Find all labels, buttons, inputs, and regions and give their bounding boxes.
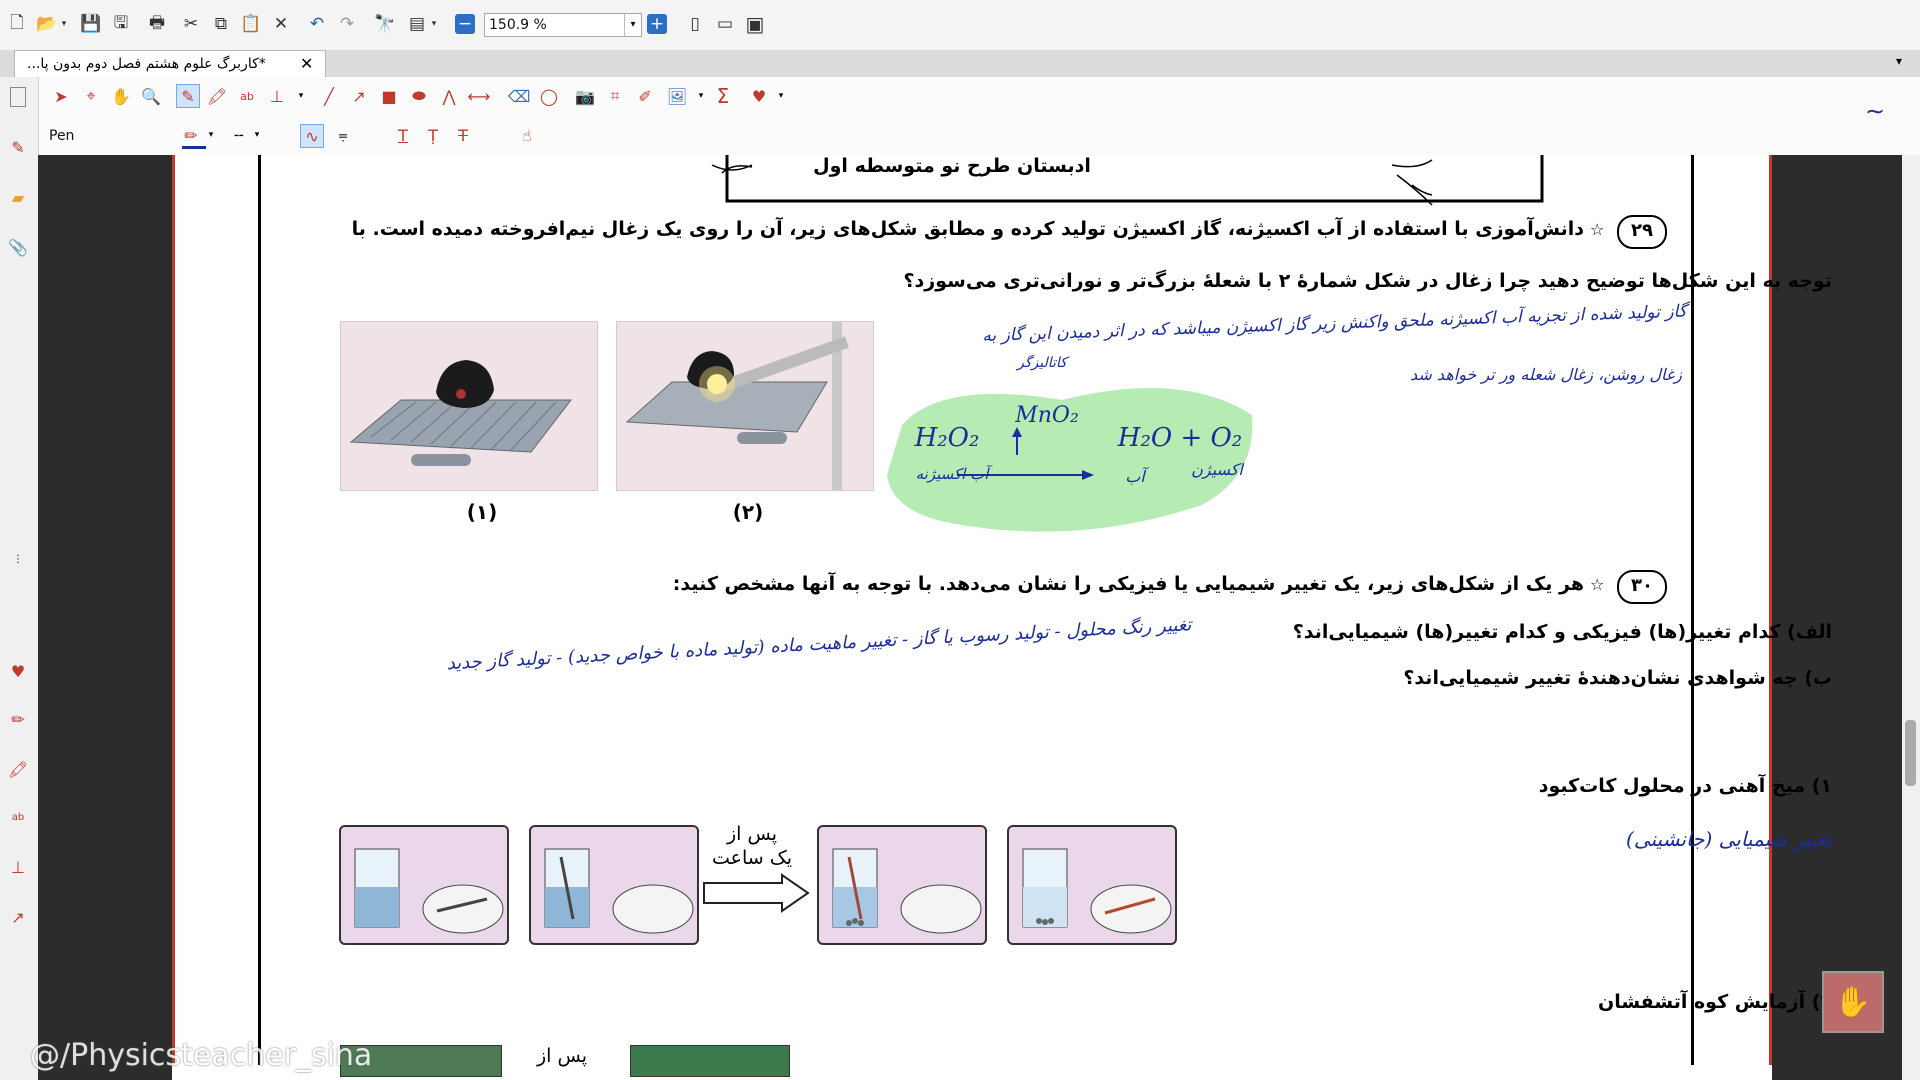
hand-tool-icon[interactable]: ✋	[111, 86, 131, 106]
pen-color-icon[interactable]: ✏	[184, 125, 198, 145]
diagram-box-nail-after	[817, 825, 987, 945]
full-screen-icon[interactable]: ▣	[745, 12, 765, 36]
select-text-icon[interactable]: ⌖	[86, 86, 96, 105]
ink-preview-icon: ∼	[1864, 97, 1886, 125]
document-tab-title: *کاربرگ علوم هشتم فصل دوم بدون پا...	[27, 56, 266, 72]
pen-tool-icon[interactable]: ✎	[176, 84, 200, 108]
cut-icon[interactable]: ✂	[183, 14, 199, 34]
star-icon: ☆	[1590, 575, 1605, 594]
q30-part-b: ب) چه شواهدی نشان‌دهندهٔ تغییر شیمیایی‌اند؟	[1403, 667, 1832, 689]
text-underline-icon[interactable]: T	[398, 125, 408, 145]
sum-icon[interactable]: Σ	[716, 84, 730, 108]
vertical-scrollbar-thumb[interactable]	[1905, 720, 1916, 786]
q30-handwriting-answer: تغییر رنگ محلول - تولید رسوب یا گاز - تغییر ماهیت ماده (تولید ماده با خواص جدید) - تولید گاز جدید	[446, 614, 1192, 675]
q29-handwriting-line2: زغال روشن، زغال شعله ور تر خواهد شد	[1410, 365, 1682, 384]
line-icon[interactable]: ╱	[324, 86, 334, 106]
pen-color-dropdown-icon[interactable]: ▾	[208, 130, 214, 140]
image-dropdown-icon[interactable]: ▾	[698, 91, 704, 101]
line-style-dropdown-icon[interactable]: ▾	[254, 130, 260, 140]
label-water: آب	[1125, 467, 1145, 486]
open-dropdown-icon[interactable]: ▾	[61, 19, 67, 29]
workspace-background-right	[1772, 155, 1902, 1080]
worksheet-frame-left	[258, 155, 261, 1065]
tab-list-dropdown-icon[interactable]: ▾	[1896, 54, 1903, 68]
select-arrow-icon[interactable]: ➤	[54, 86, 68, 106]
straighten-icon[interactable]: ⩦	[338, 125, 348, 144]
watermark: @/Physicsteacher_sina	[30, 1038, 373, 1073]
volcano-photo-2	[630, 1045, 790, 1077]
q29-text-line1: دانش‌آموزی با استفاده از آب اکسیژنه، گاز اکسیژن تولید کرده و مطابق شکل‌های زیر، آن را روی یک زغال نیم‌افروخته دمیده است. با	[351, 218, 1584, 240]
paste-icon[interactable]: 📋	[240, 14, 262, 34]
q30-item1: ۱) میخ آهنی در محلول کات‌کبود	[1538, 775, 1832, 797]
polygon-icon[interactable]: ⋀	[442, 86, 456, 106]
equation-reactant: H₂O₂	[914, 423, 980, 453]
stamp-icon[interactable]: ⊥	[270, 86, 284, 106]
catalyst-note: کاتالیزگر	[1017, 355, 1067, 371]
question-number-30: ۳۰	[1617, 570, 1667, 604]
copy-icon[interactable]: ⧉	[214, 14, 228, 34]
sidebar-pen-icon[interactable]: ✎	[11, 137, 25, 157]
favorites-heart-icon[interactable]: ♥	[751, 86, 767, 106]
arrow-line-icon[interactable]: ↗	[352, 86, 366, 106]
q30-item2: ) آزمایش کوه آتشفشان	[1598, 991, 1821, 1013]
highlighter-icon[interactable]: 🖍	[206, 86, 228, 106]
textbox-icon[interactable]: ab	[240, 89, 254, 103]
sidebar-arrow-icon[interactable]: ↗	[11, 907, 25, 927]
document-tab-bar	[0, 50, 1920, 77]
save-icon[interactable]: 💾	[80, 14, 102, 34]
document-tab[interactable]	[14, 50, 326, 77]
delete-icon[interactable]: ✕	[273, 14, 289, 34]
hand-touch-button[interactable]	[1822, 971, 1884, 1033]
diagram-box-copper-nail	[1007, 825, 1177, 945]
diagram-box-nail-before	[339, 825, 509, 945]
header-title: ادبستان طرح نو متوسطه اول	[813, 155, 1091, 177]
insert-image-icon[interactable]: 🖼	[666, 86, 688, 106]
ruler-pen-icon[interactable]: ✐	[638, 86, 652, 106]
main-toolbar	[0, 0, 1920, 50]
left-sidebar	[0, 77, 39, 1080]
question-number-29: ۲۹	[1617, 215, 1667, 249]
arrow-caption-line1: پس از	[726, 823, 777, 845]
page-thumbnail-icon[interactable]	[10, 87, 26, 107]
save-as-icon[interactable]: 🖫	[113, 12, 129, 33]
zoom-in-icon[interactable]: +	[647, 14, 667, 34]
q30-item1-answer: تغییر شیمیایی (جانشینی)	[1626, 827, 1832, 851]
q29-handwriting-line1: گاز تولید شده از تجزیه آب اکسیژنه ملحق واکنش زیر گاز اکسیژن میباشد که در اثر دمیدن این گاز به	[981, 301, 1688, 347]
actual-size-icon[interactable]: ▯	[690, 14, 700, 34]
photo-charcoal-2	[616, 321, 874, 491]
page-border-left	[172, 155, 175, 1065]
freehand-smooth-icon[interactable]: ∿	[300, 124, 324, 148]
photo1-caption: (۱)	[466, 500, 498, 524]
snapshot-icon[interactable]: 📷	[575, 86, 595, 106]
zoom-dropdown-icon[interactable]: ▾	[624, 14, 641, 36]
zoom-input[interactable]: 150.9 % ▾	[484, 13, 642, 37]
undo-icon[interactable]: ↶	[309, 14, 325, 34]
ellipse-icon[interactable]: ⬬	[412, 86, 426, 105]
label-hydrogen-peroxide: آب اکسیژنه	[915, 465, 989, 483]
touch-mode-icon[interactable]: ☝	[522, 125, 532, 145]
find-icon[interactable]: 🔭	[374, 14, 396, 34]
open-folder-icon[interactable]: 📂	[36, 14, 58, 34]
sidebar-bookmark-icon[interactable]: ▰	[11, 187, 25, 207]
photo-charcoal-1	[340, 321, 598, 491]
print-icon[interactable]: 🖶	[148, 12, 166, 33]
sidebar-stamp-icon[interactable]: ⊥	[11, 857, 25, 877]
lasso-icon[interactable]: ◯	[540, 86, 558, 106]
close-tab-icon[interactable]: ✕	[300, 54, 314, 73]
crop-icon[interactable]: ⌗	[610, 86, 620, 105]
favorites-dropdown-icon[interactable]: ▾	[778, 91, 784, 101]
equation-catalyst: MnO₂	[1015, 403, 1079, 428]
stamp-dropdown-icon[interactable]: ▾	[298, 91, 304, 101]
vertical-scrollbar[interactable]	[1902, 155, 1920, 1080]
q30-text: هر یک از شکل‌های زیر، یک تغییر شیمیایی یا فیزیکی را نشان می‌دهد. با توجه به آنها مشخص کنید:	[672, 573, 1584, 595]
photo2-caption: (۲)	[732, 500, 764, 524]
process-arrow	[702, 873, 812, 913]
hand-icon: ✋	[1834, 984, 1872, 1020]
pen-label: Pen	[49, 128, 75, 144]
redo-icon[interactable]: ↷	[339, 14, 355, 34]
q29-text-line2: توجه به این شکل‌ها توضیح دهید چرا زغال در شکل شمارهٔ ۲ با شعلهٔ بزرگ‌تر و نورانی‌تری می‌سوزد؟	[903, 270, 1832, 292]
diagram-box-nail-in-solution	[529, 825, 699, 945]
line-style-icon[interactable]: ╌	[234, 125, 244, 145]
star-icon: ☆	[1590, 220, 1605, 239]
pdf-page	[172, 155, 1832, 1067]
zoom-tool-icon[interactable]: 🔍	[141, 86, 161, 106]
layout-dropdown-icon[interactable]: ▾	[431, 19, 437, 29]
sidebar-heart-icon[interactable]: ♥	[10, 661, 26, 681]
pen-color-swatch	[182, 146, 206, 149]
text-squiggly-icon[interactable]: Ṭ	[428, 125, 438, 145]
arrow-caption-line2: یک ساعت	[711, 847, 793, 869]
equation-products: H₂O + O₂	[1117, 423, 1243, 453]
fit-width-icon[interactable]: ▭	[716, 14, 734, 34]
workspace-background-left	[38, 155, 172, 1080]
green-highlight	[882, 375, 1262, 540]
new-file-icon[interactable]: 🗋	[10, 12, 24, 33]
eraser-icon[interactable]: ⌫	[507, 86, 531, 106]
sidebar-attachment-icon[interactable]: 📎	[8, 237, 28, 257]
rectangle-icon[interactable]: ■	[381, 86, 397, 106]
sidebar-resize-handle-icon[interactable]: ⋮	[13, 553, 23, 565]
sidebar-pencil-icon[interactable]: ✏	[11, 709, 25, 729]
zoom-out-icon[interactable]: −	[455, 14, 475, 34]
label-oxygen: اکسیژن	[1191, 460, 1243, 479]
sidebar-highlighter-icon[interactable]: 🖍	[7, 759, 29, 779]
measure-icon[interactable]: ⟷	[467, 86, 491, 106]
text-strikeout-icon[interactable]: T	[458, 125, 468, 145]
volcano-arrow-caption: پس از	[536, 1045, 587, 1067]
q30-part-a: الف) کدام تغییر(ها) فیزیکی و کدام تغییر(ها) شیمیایی‌اند؟	[1292, 621, 1832, 643]
sidebar-textbox-icon[interactable]: ab	[11, 811, 25, 823]
layout-icon[interactable]: ▤	[408, 14, 426, 34]
